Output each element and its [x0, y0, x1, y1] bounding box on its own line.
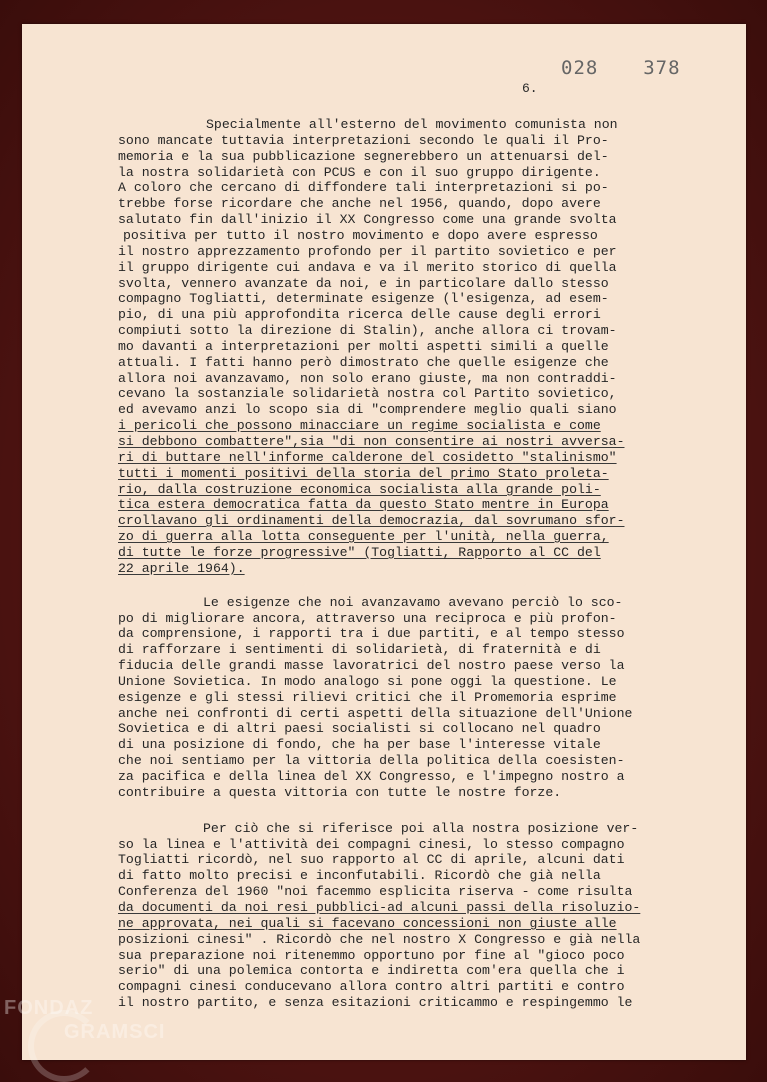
text-line: i pericoli che possono minacciare un regime socialista e come: [118, 418, 601, 433]
text-line: Togliatti ricordò, nel suo rapporto al CC di aprile, alcuni dati: [118, 852, 625, 867]
text-line: contribuire a questa vittoria con tutte le nostre forze.: [118, 785, 562, 800]
text-line: esigenze e gli stessi rilievi critici che il Promemoria esprime: [118, 690, 617, 705]
text-line: Le esigenze che noi avanzavamo avevano perciò lo sco-: [203, 595, 623, 610]
watermark-line-2: GRAMSCI: [64, 1021, 166, 1043]
text-line: Per ciò che si riferisce poi alla nostra posizione ver-: [203, 821, 639, 836]
text-line: compagni cinesi conducevano allora contro altri partiti e contro: [118, 979, 625, 994]
text-line: Specialmente all'esterno del movimento comunista non: [206, 117, 618, 132]
text-line: rio, dalla costruzione economica socialista alla grande poli-: [118, 482, 601, 497]
text-line: il nostro partito, e senza esitazioni criticammo e respingemmo le: [118, 995, 633, 1010]
text-line: ne approvata, nei quali si facevano concessioni non giuste alle: [118, 916, 617, 931]
text-line: crollavano gli ordinamenti della democrazia, dal sovrumano sfor-: [118, 513, 625, 528]
text-line: anche nei confronti di certi aspetti della situazione dell'Unione: [118, 706, 633, 721]
text-line: da documenti da noi resi pubblici-ad alcuni passi della risoluzio-: [118, 900, 641, 915]
text-line: il nostro apprezzamento profondo per il partito sovietico e per: [118, 244, 617, 259]
text-line: Unione Sovietica. In modo analogo si pone oggi la questione. Le: [118, 674, 617, 689]
text-line: svolta, vennero avanzate da noi, e in particolare dallo stesso: [118, 276, 609, 291]
text-line: cevano la sostanziale solidarietà nostra col Partito sovietico,: [118, 386, 617, 401]
text-line: posizioni cinesi" . Ricordò che nel nostro X Congresso e già nella: [118, 932, 641, 947]
text-line: sua preparazione noi ritenemmo opportuno por fine al "gioco poco: [118, 948, 625, 963]
text-line: di una posizione di fondo, che ha per base l'interesse vitale: [118, 737, 601, 752]
text-line: memoria e la sua pubblicazione segnerebbero un attenuarsi del-: [118, 149, 609, 164]
text-line: compagno Togliatti, determinate esigenze (l'esigenza, ad esem-: [118, 291, 609, 306]
text-line: A coloro che cercano di diffondere tali interpretazioni si po-: [118, 180, 609, 195]
text-line: ed avevamo anzi lo scopo sia di "comprendere meglio quali siano: [118, 402, 617, 417]
text-line: fiducia delle grandi masse lavoratrici del nostro paese verso la: [118, 658, 625, 673]
text-line: Sovietica e di altri paesi socialisti si collocano nel quadro: [118, 721, 601, 736]
text-line: trebbe forse ricordare che anche nel 1956, quando, dopo avere: [118, 196, 601, 211]
text-line: zo di guerra alla lotta conseguente per l'unità, nella guerra,: [118, 529, 609, 544]
text-line: da comprensione, i rapporti tra i due partiti, e al tempo stesso: [118, 626, 625, 641]
text-line: po di migliorare ancora, attraverso una reciproca e più profon-: [118, 611, 617, 626]
text-line: compiuti sotto la direzione di Stalin), anche allora ci trovam-: [118, 323, 617, 338]
watermark-line-1: FONDAZ: [4, 997, 94, 1019]
text-line: 22 aprile 1964).: [118, 561, 245, 576]
text-line: che noi sentiamo per la vittoria della politica della coesisten-: [118, 753, 625, 768]
text-line: positiva per tutto il nostro movimento e dopo avere espresso: [123, 228, 598, 243]
text-line: di tutte le forze progressive" (Togliatti, Rapporto al CC del: [118, 545, 601, 560]
text-line: ri di buttare nell'informe calderone del cosidetto "stalinismo": [118, 450, 617, 465]
text-line: il gruppo dirigente cui andava e va il merito storico di quella: [118, 260, 617, 275]
text-line: tutti i momenti positivi della storia del primo Stato proleta-: [118, 466, 609, 481]
watermark: [4, 996, 165, 1044]
text-line: sono mancate tuttavia interpretazioni secondo le quali il Pro-: [118, 133, 609, 148]
text-line: di rafforzare i sentimenti di solidarietà, di fraternità e di: [118, 642, 601, 657]
text-line: serio" di una polemica contorta e indiretta com'era quella che i: [118, 963, 625, 978]
text-line: mo davanti a interpretazioni per molti aspetti simili a quelle: [118, 339, 609, 354]
text-line: la nostra solidarietà con PCUS e con il suo gruppo dirigente.: [118, 165, 601, 180]
text-line: tica estera democratica fatta da questo Stato mentre in Europa: [118, 497, 609, 512]
text-line: za pacifica e della linea del XX Congresso, e l'impegno nostro a: [118, 769, 625, 784]
text-line: di fatto molto precisi e inconfutabili. Ricordò che già nella: [118, 868, 601, 883]
page-number: 6.: [522, 81, 538, 96]
text-line: si debbono combattere",sia "di non consentire ai nostri avversa-: [118, 434, 625, 449]
text-line: pio, di una più approfondita ricerca delle cause degli errori: [118, 307, 601, 322]
text-line: allora noi avanzavamo, non solo erano giuste, ma non contraddi-: [118, 371, 617, 386]
text-line: Conferenza del 1960 "noi facemmo esplicita riserva - come risulta: [118, 884, 633, 899]
text-line: so la linea e l'attività dei compagni cinesi, lo stesso compagno: [118, 837, 625, 852]
archive-stamp: 028 378: [561, 57, 681, 79]
text-line: salutato fin dall'inizio il XX Congresso come una grande svolta: [118, 212, 617, 227]
text-line: attuali. I fatti hanno però dimostrato che quelle esigenze che: [118, 355, 609, 370]
